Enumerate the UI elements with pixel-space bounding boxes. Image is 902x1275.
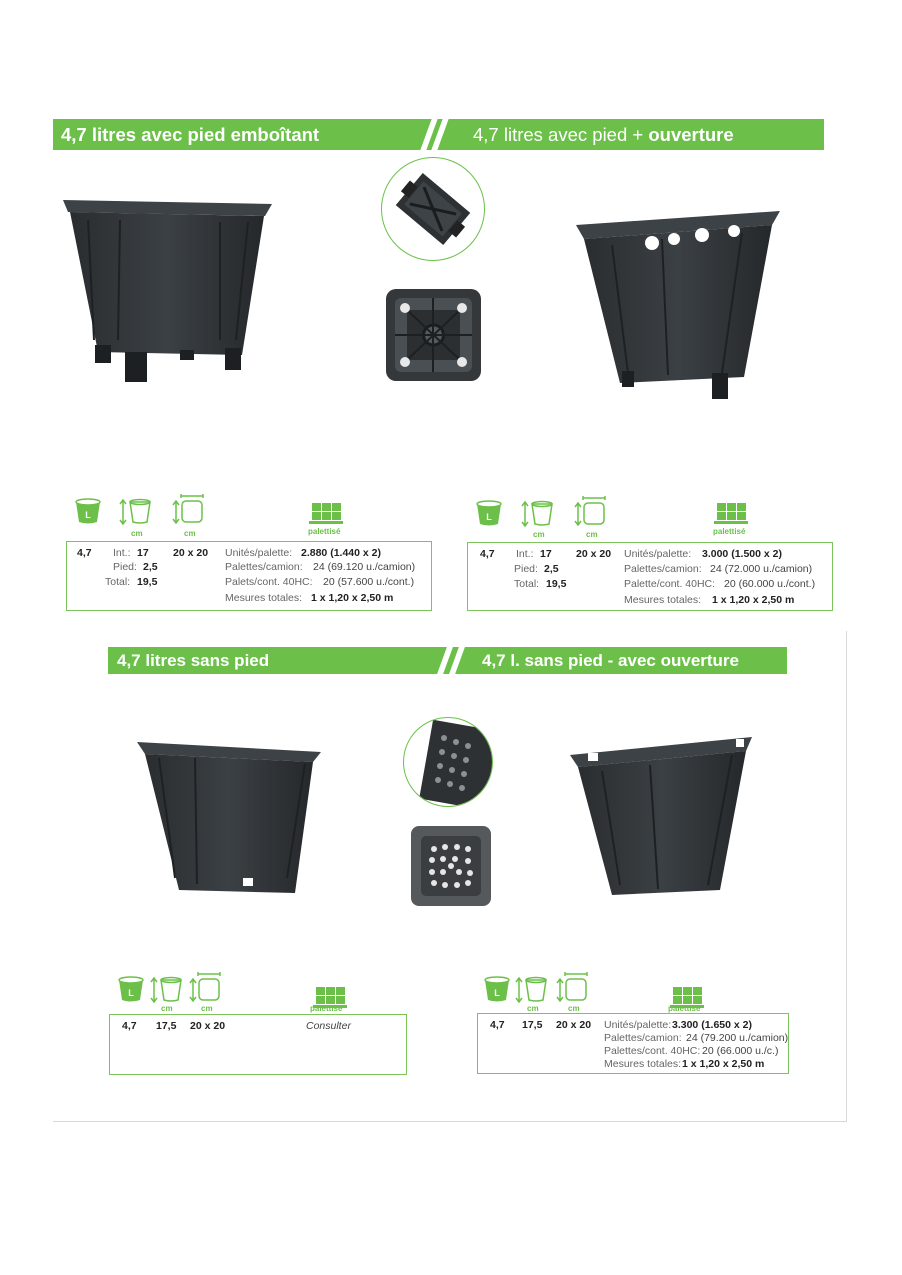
units-per-pallet-value: 3.300 (1.650 x 2) (672, 1019, 752, 1031)
pallets-per-container-label: Palette/cont. 40HC: (624, 578, 716, 590)
section2-right-title: 4,7 l. sans pied - avec ouverture (482, 650, 740, 670)
diameter-unit-label: cm (201, 1004, 213, 1013)
pallet-label: palettisé (713, 527, 746, 536)
int-value: 17 (540, 548, 552, 560)
height-icon (521, 500, 555, 528)
pot-bottom-view (385, 288, 482, 382)
total-label: Total: (105, 576, 131, 588)
dimensions-value: 20 x 20 (576, 548, 612, 560)
total-measures-value: 1 x 1,20 x 2,50 m (311, 592, 394, 604)
diameter-icon (574, 496, 608, 526)
units-per-pallet-label: Unités/palette: (604, 1019, 672, 1031)
units-per-pallet-label: Unités/palette: (624, 548, 692, 560)
height-icon (119, 498, 153, 526)
pallets-per-truck-value: 24 (79.200 u./camion) (686, 1032, 789, 1044)
section2-banner (108, 647, 787, 674)
section1-right-title-plain: 4,7 litres avec pied + (473, 123, 649, 145)
pied-label: Pied: (514, 563, 538, 575)
height-unit-label: cm (533, 530, 545, 539)
pallets-per-truck-value: 24 (72.000 u./camion) (710, 563, 813, 575)
section1-right-title-bold: ouverture (648, 123, 734, 145)
total-measures-label: Mesures totales: (604, 1058, 682, 1070)
volume-value: 4,7 (490, 1019, 505, 1031)
total-measures-value: 1 x 1,20 x 2,50 m (712, 594, 795, 606)
pallets-per-container-value: 20 (60.000 u./cont.) (724, 578, 816, 590)
pallets-per-container-value: 20 (57.600 u./cont.) (323, 576, 415, 588)
spec-box-2 (467, 542, 833, 611)
litre-icon (73, 498, 103, 526)
section1-right-title (473, 124, 734, 146)
spec-box-4 (477, 1013, 789, 1074)
pot-image-with-feet-and-openings (572, 205, 787, 405)
height-value: 17,5 (156, 1020, 177, 1032)
litre-icon (482, 976, 512, 1004)
pot-image-with-feet (60, 190, 275, 390)
pallet-icon (306, 502, 346, 524)
pot-image-no-feet (135, 728, 325, 900)
pallet-label: palettisé (310, 1004, 343, 1013)
height-unit-label: cm (131, 529, 143, 538)
diameter-unit-label: cm (586, 530, 598, 539)
units-per-pallet-value: 2.880 (1.440 x 2) (301, 547, 381, 559)
pot-image-no-feet-with-openings (566, 725, 756, 900)
diameter-unit-label: cm (568, 1004, 580, 1013)
height-icon (515, 976, 549, 1004)
pied-value: 2,5 (143, 561, 158, 573)
diameter-unit-label: cm (184, 529, 196, 538)
total-value: 19,5 (546, 578, 567, 590)
volume-value: 4,7 (77, 547, 92, 559)
volume-value: 4,7 (122, 1020, 137, 1032)
pallets-per-truck-label: Palettes/camion: (225, 561, 303, 573)
total-measures-value: 1 x 1,20 x 2,50 m (682, 1058, 765, 1070)
total-measures-label: Mesures totales: (624, 594, 702, 606)
units-per-pallet-value: 3.000 (1.500 x 2) (702, 548, 782, 560)
dimensions-value: 20 x 20 (190, 1020, 226, 1032)
height-unit-label: cm (527, 1004, 539, 1013)
int-label: Int.: (516, 548, 534, 560)
pot-bottom-view-holes (410, 825, 492, 907)
litre-icon (116, 976, 146, 1004)
litre-icon (474, 500, 504, 528)
int-value: 17 (137, 547, 149, 559)
pallets-per-container-label: Palettes/cont. 40HC: (604, 1045, 701, 1057)
section2-left-title: 4,7 litres sans pied (117, 650, 270, 670)
pallets-per-container-value: 20 (66.000 u./c.) (702, 1045, 779, 1057)
volume-value: 4,7 (480, 548, 495, 560)
height-unit-label: cm (161, 1004, 173, 1013)
total-value: 19,5 (137, 576, 158, 588)
drainage-detail-circle (403, 717, 493, 807)
pallets-per-truck-value: 24 (69.120 u./camion) (313, 561, 416, 573)
foot-detail-circle (381, 157, 485, 261)
diameter-icon (189, 972, 223, 1002)
dimensions-value: 20 x 20 (173, 547, 209, 559)
spec-box-3 (109, 1014, 407, 1075)
banner-separator (449, 647, 465, 674)
spec-box-1 (66, 541, 432, 611)
pallet-label: palettisé (308, 527, 341, 536)
pallets-per-truck-label: Palettes/camion: (604, 1032, 682, 1044)
int-label: Int.: (113, 547, 131, 559)
diameter-icon (556, 972, 590, 1002)
diameter-icon (172, 494, 206, 524)
pallet-icon (711, 502, 751, 524)
total-measures-label: Mesures totales: (225, 592, 303, 604)
height-value: 17,5 (522, 1019, 543, 1031)
pied-label: Pied: (113, 561, 137, 573)
dimensions-value: 20 x 20 (556, 1019, 592, 1031)
total-label: Total: (514, 578, 540, 590)
units-per-pallet-label: Unités/palette: (225, 547, 293, 559)
pallets-per-container-label: Palets/cont. 40HC: (225, 576, 313, 588)
section1-banner (53, 119, 824, 150)
pallets-per-truck-label: Palettes/camion: (624, 563, 702, 575)
pallet-label: palettisé (668, 1004, 701, 1013)
pied-value: 2,5 (544, 563, 559, 575)
section1-left-title: 4,7 litres avec pied emboîtant (61, 123, 320, 145)
consult-note: Consulter (306, 1020, 351, 1032)
height-icon (150, 976, 184, 1004)
